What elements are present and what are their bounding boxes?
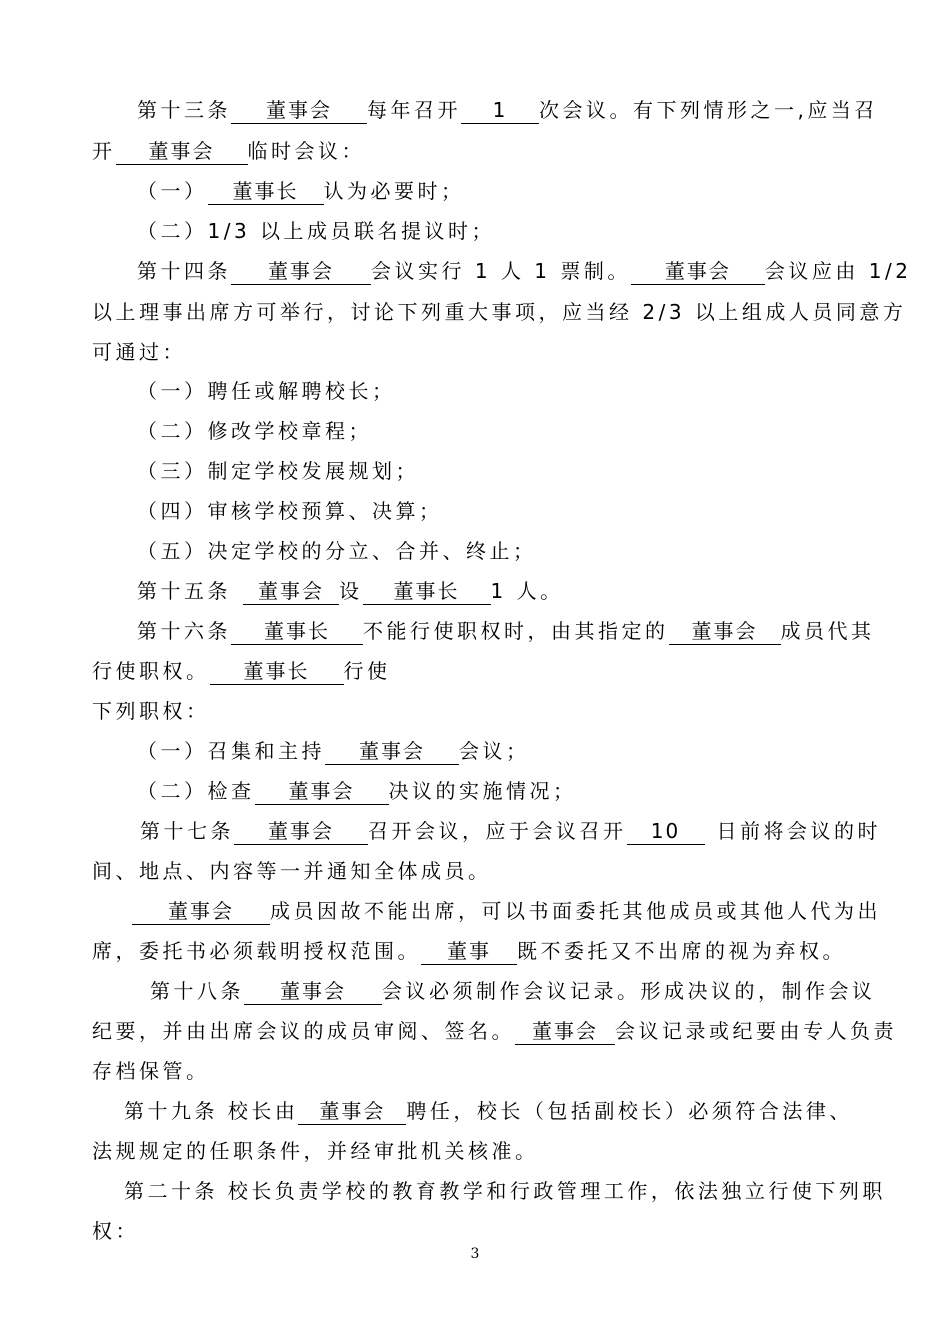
text-run: 行使职权。 [92,659,210,683]
text-run: 次会议。有下列情形之一,应当召 [539,98,878,122]
article-14-line-3: 可通过： [92,340,186,364]
article-13-line-1 [137,95,878,125]
article-14-item: （三）制定学校发展规划； [137,459,419,483]
fill-blank: 董事会 [132,898,270,925]
article-13-heading: 第十三条 [137,98,231,122]
fill-blank: 董事长 [363,578,491,605]
page-number: 3 [470,1246,480,1262]
text-run: 既不委托又不出席的视为弃权。 [517,939,846,963]
article-14-line-2: 以上理事出席方可举行，讨论下列重大事项，应当经 2/3 以上组成人员同意方 [92,300,907,324]
article-16-heading: 第十六条 [137,619,231,643]
article-20-line-1: 第二十条 校长负责学校的教育教学和行政管理工作，依法独立行使下列职 [124,1179,886,1203]
text-run: 开 [92,139,116,163]
fill-blank: 董事长 [208,178,324,205]
article-15-heading: 第十五条 [137,579,231,603]
article-19-line-2: 法规规定的任职条件，并经审批机关核准。 [92,1139,539,1163]
fill-blank: 董事会 [234,818,368,845]
article-13-item-2: （二）1/3 以上成员联名提议时； [137,219,496,243]
text-run: 纪要，并由出席会议的成员审阅、签名。 [92,1019,515,1043]
text-run: 行使 [343,659,391,683]
article-16-line-2 [92,656,391,686]
article-18-line-3: 存档保管。 [92,1059,210,1083]
article-17-line-4 [92,936,846,966]
text-run: 聘任，校长（包括副校长）必须符合法律、 [406,1099,853,1123]
article-18-heading: 第十八条 [150,979,244,1003]
text-run: 会议实行 1 人 1 票制。 [371,259,631,283]
article-16-item-1 [137,736,530,766]
fill-blank: 董事会 [244,978,382,1005]
text-run: 成员因故不能出席，可以书面委托其他成员或其他人代为出 [270,899,881,923]
article-19-line-1 [124,1096,853,1126]
fill-blank: 董事会 [116,138,248,165]
text-run: 日前将会议的时 [716,819,881,843]
article-14-item: （五）决定学校的分立、合并、终止； [137,539,537,563]
article-14-heading: 第十四条 [137,259,231,283]
text-run: （二）检查 [137,779,255,803]
fill-blank: 10 [627,818,705,845]
text-run: 会议必须制作会议记录。形成决议的，制作会议 [382,979,876,1003]
fill-blank: 董事会 [231,258,371,285]
text-run: 席，委托书必须载明授权范围。 [92,939,421,963]
text-run: 成员代其 [780,619,875,643]
article-16-line-3: 下列职权： [92,699,210,723]
text-run: 会议应由 1/2 [764,259,912,283]
article-14-item: （二）修改学校章程； [137,419,372,443]
fill-blank: 董事会 [515,1018,615,1045]
fill-blank: 董事会 [255,778,389,805]
fill-blank: 董事长 [231,618,363,645]
fill-blank: 1 [461,97,539,124]
article-17-line-3 [132,896,881,926]
text-run: 会议记录或纪要由专人负责 [615,1019,897,1043]
text-run: 每年召开 [367,98,461,122]
text-run: 1 人。 [490,579,564,603]
article-16-item-2 [137,776,577,806]
article-14-line-1 [137,256,911,286]
article-16-line-1 [137,616,875,646]
article-15-line [137,576,564,606]
text-run: 召开会议，应于会议召开 [368,819,627,843]
text-run: （一）召集和主持 [137,739,325,763]
fill-blank: 董事会 [243,578,339,605]
fill-blank: 董事 [421,938,517,965]
text-run: 临时会议： [247,139,365,163]
article-17-line-2: 间、地点、内容等一并通知全体成员。 [92,859,492,883]
article-17-line-1 [140,816,881,846]
article-13-line-2 [92,136,365,166]
fill-blank: 董事长 [210,658,344,685]
article-20-line-2: 权： [92,1219,139,1243]
text-run: 决议的实施情况； [388,779,577,803]
fill-blank: 董事会 [231,97,367,124]
article-18-line-1 [150,976,876,1006]
fill-blank: 董事会 [325,738,459,765]
article-17-heading: 第十七条 [140,819,234,843]
text-run: 不能行使职权时，由其指定的 [363,619,669,643]
text-run: 会议； [459,739,530,763]
article-14-item: （一）聘任或解聘校长； [137,379,396,403]
fill-blank: 董事会 [669,618,781,645]
article-19-heading: 第十九条 校长由 [124,1099,299,1123]
text-run: 设 [339,579,363,603]
article-13-item-1 [137,176,465,206]
text-run: 认为必要时； [323,179,465,203]
fill-blank: 董事会 [631,258,765,285]
fill-blank: 董事会 [298,1098,406,1125]
article-14-item: （四）审核学校预算、决算； [137,499,443,523]
article-18-line-2 [92,1016,897,1046]
text-run: （一） [137,179,208,203]
